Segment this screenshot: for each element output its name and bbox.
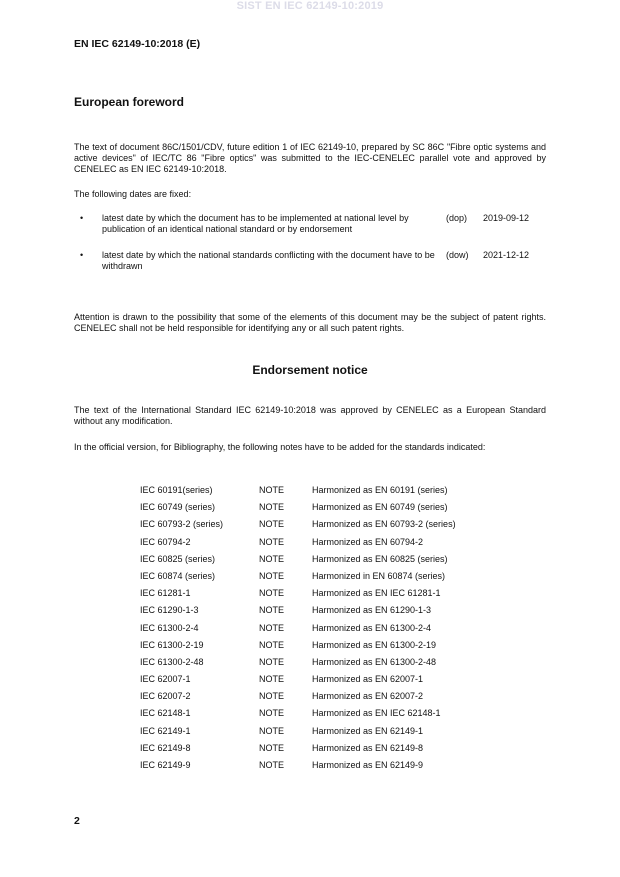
note-text: Harmonized as EN 62007-2 bbox=[312, 691, 424, 702]
note-standard: IEC 62007-1 bbox=[140, 674, 191, 685]
table-row bbox=[140, 705, 500, 722]
table-row bbox=[140, 723, 500, 740]
note-standard: IEC 60794-2 bbox=[140, 536, 191, 547]
note-standard: IEC 60825 (series) bbox=[140, 553, 216, 564]
note-label: NOTE bbox=[259, 708, 285, 719]
note-text: Harmonized as EN 61300-2-19 bbox=[312, 639, 437, 650]
table-row bbox=[140, 602, 500, 619]
note-label: NOTE bbox=[259, 485, 285, 495]
table-row bbox=[140, 551, 500, 568]
note-text: Harmonized as EN 61300-2-4 bbox=[312, 622, 432, 633]
note-label: NOTE bbox=[259, 605, 285, 616]
table-row bbox=[140, 757, 500, 774]
note-label: NOTE bbox=[259, 570, 285, 581]
table-row bbox=[140, 671, 500, 688]
note-text: Harmonized in EN 60874 (series) bbox=[312, 570, 446, 581]
note-standard: IEC 62149-1 bbox=[140, 725, 191, 736]
note-text: Harmonized as EN 62007-1 bbox=[312, 674, 424, 685]
note-standard: IEC 62149-9 bbox=[140, 760, 191, 770]
foreword-paragraph-1: The text of document 86C/1501/CDV, future edition 1 of IEC 62149-10, prepared by SC 86C "Fibre optic systems and active devices" of IEC/TC 86 "Fibre optics" was submitted to the IEC-CENELEC parallel vote and approved by CENELEC as EN IEC 62149-10:2018. bbox=[74, 142, 546, 174]
endorsement-title: Endorsement notice bbox=[252, 363, 368, 377]
note-text: Harmonized as EN 60794-2 bbox=[312, 536, 424, 547]
note-text: Harmonized as EN 60191 (series) bbox=[312, 485, 448, 495]
bullet-icon: • bbox=[80, 250, 84, 260]
table-row bbox=[140, 499, 500, 516]
endorsement-paragraph-2: In the official version, for Bibliography, the following notes have to be added for the standards indicated: bbox=[74, 442, 486, 452]
table-row bbox=[140, 688, 500, 705]
endorsement-paragraph-1: The text of the International Standard IEC 62149-10:2018 was approved by CENELEC as a European Standard without any modification. bbox=[74, 405, 546, 426]
note-text: Harmonized as EN IEC 62148-1 bbox=[312, 708, 441, 719]
note-text: Harmonized as EN 62149-1 bbox=[312, 725, 424, 736]
date-item-date: 2021-12-12 bbox=[483, 250, 530, 260]
date-item-code: (dop) bbox=[446, 213, 468, 223]
patent-paragraph: Attention is drawn to the possibility that some of the elements of this document may be the subject of patent rights. CENELEC shall not be held responsible for identifying any or all such patent rights. bbox=[74, 312, 546, 333]
note-label: NOTE bbox=[259, 674, 285, 685]
bullet-icon: • bbox=[80, 213, 84, 223]
table-row bbox=[140, 516, 500, 533]
note-text: Harmonized as EN 61290-1-3 bbox=[312, 605, 432, 616]
table-row bbox=[140, 637, 500, 654]
note-standard: IEC 61290-1-3 bbox=[140, 605, 199, 616]
foreword-title: European foreword bbox=[74, 95, 185, 109]
bibliography-notes-table bbox=[140, 482, 500, 774]
note-text: Harmonized as EN IEC 61281-1 bbox=[312, 588, 441, 599]
table-row bbox=[140, 740, 500, 757]
note-label: NOTE bbox=[259, 622, 285, 633]
note-label: NOTE bbox=[259, 691, 285, 702]
note-label: NOTE bbox=[259, 502, 285, 513]
note-label: NOTE bbox=[259, 553, 285, 564]
note-standard: IEC 60749 (series) bbox=[140, 502, 216, 513]
note-label: NOTE bbox=[259, 536, 285, 547]
note-label: NOTE bbox=[259, 760, 285, 770]
note-label: NOTE bbox=[259, 519, 285, 530]
table-row bbox=[140, 534, 500, 551]
document-header: EN IEC 62149-10:2018 (E) bbox=[74, 38, 201, 50]
note-standard: IEC 61300-2-48 bbox=[140, 656, 204, 667]
note-label: NOTE bbox=[259, 656, 285, 667]
note-label: NOTE bbox=[259, 588, 285, 599]
date-item-text: latest date by which the national standards conflicting with the document have to be withdrawn bbox=[102, 250, 435, 271]
note-standard: IEC 61281-1 bbox=[140, 588, 191, 599]
note-standard: IEC 62148-1 bbox=[140, 708, 191, 719]
note-label: NOTE bbox=[259, 639, 285, 650]
watermark: SIST EN IEC 62149-10:2019 bbox=[236, 0, 384, 12]
note-text: Harmonized as EN 60749 (series) bbox=[312, 502, 448, 513]
note-text: Harmonized as EN 60793-2 (series) bbox=[312, 519, 456, 530]
note-standard: IEC 61300-2-19 bbox=[140, 639, 204, 650]
note-standard: IEC 60793-2 (series) bbox=[140, 519, 224, 530]
note-text: Harmonized as EN 61300-2-48 bbox=[312, 656, 437, 667]
page-number: 2 bbox=[74, 815, 80, 827]
table-row bbox=[140, 654, 500, 671]
date-item-text: latest date by which the document has to be implemented at national level by publication of an identical national standard or by endorsement bbox=[102, 213, 409, 234]
table-row bbox=[140, 585, 500, 602]
date-item-code: (dow) bbox=[446, 250, 469, 260]
table-row bbox=[140, 482, 500, 499]
foreword-paragraph-2: The following dates are fixed: bbox=[74, 189, 192, 199]
table-row bbox=[140, 568, 500, 585]
note-text: Harmonized as EN 62149-8 bbox=[312, 742, 424, 753]
note-standard: IEC 62149-8 bbox=[140, 742, 191, 753]
note-label: NOTE bbox=[259, 725, 285, 736]
note-standard: IEC 60191(series) bbox=[140, 485, 213, 495]
note-text: Harmonized as EN 62149-9 bbox=[312, 760, 424, 770]
note-standard: IEC 61300-2-4 bbox=[140, 622, 199, 633]
note-text: Harmonized as EN 60825 (series) bbox=[312, 553, 448, 564]
note-label: NOTE bbox=[259, 742, 285, 753]
table-row bbox=[140, 620, 500, 637]
date-item-date: 2019-09-12 bbox=[483, 213, 530, 223]
note-standard: IEC 62007-2 bbox=[140, 691, 191, 702]
note-standard: IEC 60874 (series) bbox=[140, 570, 216, 581]
